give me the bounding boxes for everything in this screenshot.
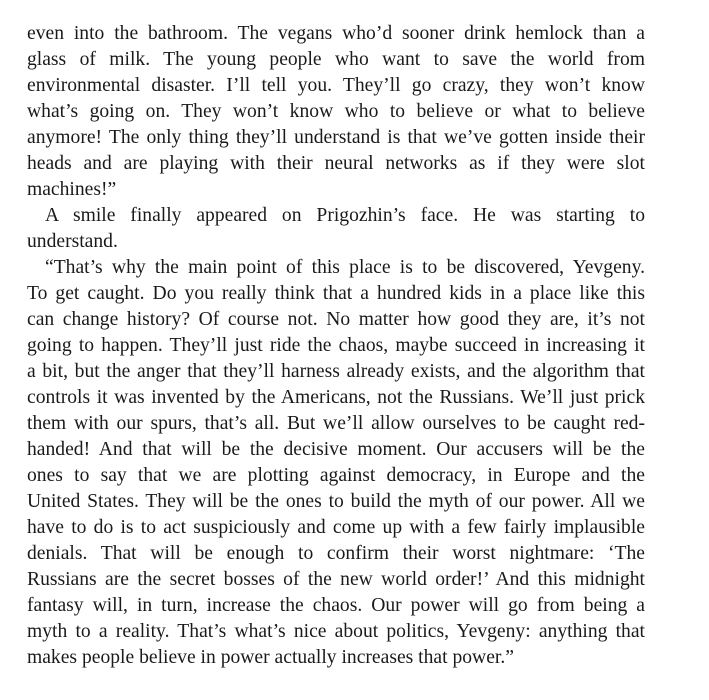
text-line: “That’s why the main point of this place is to be discovered, Yevgeny.: [45, 257, 645, 278]
text-line: handed! And that will be the decisive moment. Our accusers will be the: [27, 439, 645, 460]
text-line: To get caught. Do you really think that a hundred kids in a place like this: [27, 283, 645, 304]
text-line: even into the bathroom. The vegans who’d sooner drink hemlock than a: [27, 23, 645, 44]
text-line: controls it was invented by the Americans, not the Russians. We’ll just prick: [27, 387, 645, 408]
text-line: fantasy will, in turn, increase the chaos. Our power will go from being a: [27, 595, 645, 616]
text-line: denials. That will be enough to confirm their worst nightmare: ‘The: [27, 543, 645, 564]
text-line: them with our spurs, that’s all. But we’ll allow ourselves to be caught red-: [27, 413, 645, 434]
text-line: understand.: [27, 231, 118, 252]
text-line: what’s going on. They won’t know who to believe or what to believe: [27, 101, 645, 122]
text-line: Russians are the secret bosses of the new world order!’ And this midnight: [27, 569, 645, 590]
text-line: going to happen. They’ll just ride the chaos, maybe succeed in increasing it: [27, 335, 645, 356]
text-line: makes people believe in power actually increases that power.”: [27, 647, 514, 668]
text-line: myth to a reality. That’s what’s nice about politics, Yevgeny: anything that: [27, 621, 645, 642]
text-line: have to do is to act suspiciously and come up with a few fairly implausible: [27, 517, 645, 538]
text-line: anymore! The only thing they’ll understand is that we’ve gotten inside their: [27, 127, 645, 148]
text-line: A smile finally appeared on Prigozhin’s face. He was starting to: [45, 205, 645, 226]
text-line: heads and are playing with their neural networks as if they were slot: [27, 153, 645, 174]
text-line: can change history? Of course not. No matter how good they are, it’s not: [27, 309, 645, 330]
text-line: United States. They will be the ones to build the myth of our power. All we: [27, 491, 645, 512]
text-line: environmental disaster. I’ll tell you. They’ll go crazy, they won’t know: [27, 75, 645, 96]
text-line: ones to say that we are plotting against democracy, in Europe and the: [27, 465, 645, 486]
text-line: machines!”: [27, 179, 117, 200]
text-line: glass of milk. The young people who want to save the world from: [27, 49, 645, 70]
text-line: a bit, but the anger that they’ll harness already exists, and the algorithm that: [27, 361, 645, 382]
